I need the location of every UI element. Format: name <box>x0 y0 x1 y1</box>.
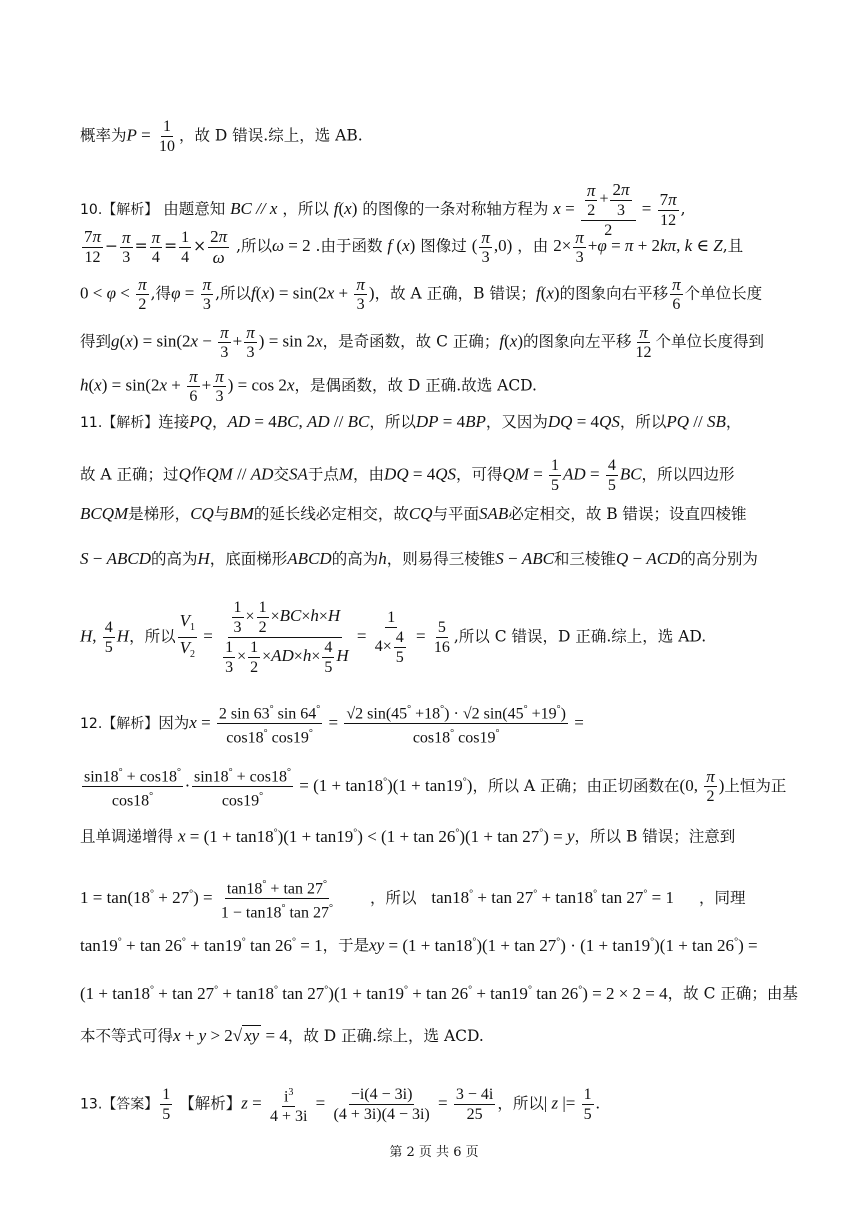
text: ，是奇函数，故 C 正确； <box>322 332 500 351</box>
text: 图像过 <box>420 237 467 255</box>
text: 因为 <box>158 713 190 732</box>
solution-11-line-4: S − ABCD的高为H，底面梯形ABCD的高为h，则易得三棱锥S − ABC和三棱锥Q − ACD的高分别为 <box>80 549 758 568</box>
solution-label: 11.【解析】 <box>80 415 159 431</box>
text: ，所以 <box>129 627 176 646</box>
solution-10-line-4: 得到g(x) = sin(2x − $\frac{\pi}{3}$ + $\frac{\pi}{3}$ ) = sin 2x，是奇函数，故 C 正确；f(x)的图象向左平移 $\frac{\pi}{12}$ 个单位长度得到 <box>80 323 765 361</box>
text: 的高为 <box>331 550 379 568</box>
solution-11-line-2: 故 A 正确；过Q作QM // AD交SA于点M，由DQ = 4QS，可得QM = $\frac{1}{5}$ AD = $\frac{4}{5}$ BC，所以四边形 <box>80 457 735 494</box>
text: 作 <box>190 465 207 484</box>
solution-10-line-1: 10.【解析】 由题意知 BC // x ，所以 f(x) 的图像的一条对称轴方程为 x = $\frac{\pi}{2}$ + $\frac{2\pi}{3}$ 2 = $\frac{7\pi}{12}$ , <box>80 180 686 239</box>
text: 连接 <box>158 413 190 431</box>
text: ，同理 <box>698 888 746 907</box>
solution-12-line-6: (1 + tan18° + tan 27° + tan18° tan 27°)(1 + tan19° + tan 26° + tan19° tan 26°) = 2 × 2 = 4，故 C 正确；由基 <box>80 983 798 1003</box>
text: 个单位长度 <box>684 284 763 303</box>
text: ,所以 <box>215 284 252 303</box>
solution-9-tail: 概率为P = $\frac{1}{10}$ ，故 D 错误.综上，选 AB. <box>80 118 363 155</box>
solution-label: 12.【解析】 <box>80 715 159 732</box>
text: 的图象向右平移 <box>559 284 669 303</box>
solution-11-line-5: H, $\frac{4}{5}$ H，所以 $\frac{V_1}{V_2}$ = $\frac{1}{3}$ × $\frac{1}{2}$ ×BC×h×H $\frac{1}{3}$ × $\frac{1}{2}$ ×AD×h× $\frac{4}{5}$ H = 1 4× $\frac{4}{5}$ = $\frac{5}{16}$ ,所以 C 错误，D 正确.综上，选 AD. <box>80 599 707 676</box>
text: ， <box>725 413 742 431</box>
text: 的图象向左平移 <box>523 332 632 351</box>
text: ，可得 <box>455 465 503 484</box>
text: ，底面梯形 <box>209 550 288 568</box>
text: ，则易得三棱锥 <box>386 550 496 568</box>
solution-12-line-3: 且单调递增得 x = (1 + tan18°)(1 + tan19°) < (1 + tan 26°)(1 + tan 27°) = y，所以 B 错误；注意到 <box>80 826 736 846</box>
text: 交 <box>273 465 289 484</box>
solution-13-line-1: 13.【答案】 $\frac{1}{5}$ 【解析】z = $\frac{i^3}{4 + 3i}$ = $\frac{-i(4 - 3i)}{(4 + 3i)(4 - 3i)}$ = $\frac{3 - 4i}{25}$ ，所以| z |= $\frac{1}{5}$ . <box>80 1083 792 1126</box>
text: ，所以 <box>369 888 417 907</box>
text: 的高为 <box>150 550 198 568</box>
text: ,得 <box>150 284 172 303</box>
text: 的延长线必定相交，故 <box>253 505 409 523</box>
solution-12-line-2: $\frac{\sin 18^\circ + \cos 18^\circ}{\cos 18^\circ}$ · $\frac{\sin 18^\circ + \cos 18^\circ}{\cos 19^\circ}$ = (1 + tan18°)(1 + tan19°)，所以 A 正确；由正切函数在(0, $\frac{\pi}{2}$ )上恒为正 <box>80 763 792 811</box>
text: ，故 D 错误.综上，选 AB. <box>179 126 363 145</box>
text: 概率为 <box>80 126 127 145</box>
text: ，所以 A 正确；由正切函数在 <box>472 776 680 795</box>
text: ，所以 B 错误；注意到 <box>574 827 736 846</box>
text: ，是偶函数，故 D 正确.故选 ACD. <box>294 376 537 395</box>
solution-12-line-1: 12.【解析】因为x = $\frac{2 \sin 63^\circ \sin 64^\circ}{\cos 18^\circ \cos 19^\circ}$ = $\frac{√2 \sin(45^\circ +18^\circ) \cdot √2 \sin(45^\circ +19^\circ)}{\cos 18^\circ \cos 19^\circ}$ = <box>80 700 792 748</box>
text: ,所以 <box>236 237 272 255</box>
text: ，所以 <box>619 413 667 431</box>
solution-11-line-3: BCQM是梯形，CQ与BM的延长线必定相交，故CQ与平面SAB必定相交，故 B 错误；设直四棱锥 <box>80 504 747 523</box>
text: 是梯形， <box>128 505 191 523</box>
text: ，由 <box>353 465 385 484</box>
text: ,且 <box>722 237 744 255</box>
text: 故 A 正确；过 <box>80 465 179 484</box>
text: ,所以 C 错误，D 正确.综上，选 AD. <box>453 627 707 646</box>
solution-12-line-5: tan19° + tan 26° + tan19° tan 26° = 1，于是xy = (1 + tan18°)(1 + tan 27°) · (1 + tan19°)(1 + tan 26°) = <box>80 935 758 955</box>
text: ，于是 <box>322 936 370 955</box>
answer-label: 13.【答案】 <box>80 1096 159 1113</box>
solution-12-line-7: 本不等式可得x + y > 2√ xy = 4，故 D 正确.综上，选 ACD. <box>80 1026 484 1045</box>
solution-label: 【解析】 <box>179 1094 242 1113</box>
solution-label: 10.【解析】 <box>80 202 159 218</box>
text: ，故 A 正确，B 错误； <box>374 284 536 303</box>
text: 的高分别为 <box>680 550 758 568</box>
solution-10-line-3: 0 < φ < $\frac{\pi}{2}$ ,得φ = $\frac{\pi}{3}$ ,所以f(x) = sin(2x + $\frac{\pi}{3}$ )，故 A 正确，B 错误；f(x)的图象向右平移 $\frac{\pi}{6}$ 个单位长度 <box>80 275 763 313</box>
text: 由题意知 <box>163 200 226 218</box>
solution-12-line-4: 1 = tan(18° + 27°) = $\frac{\tan 18^\circ + \tan 27^\circ}{1 - \tan 18^\circ \tan 27^\circ}$ ，所以 tan18° + tan 27° + tan18° tan 27° = 1 ，同理 <box>80 875 792 923</box>
text: ，又因为 <box>485 413 548 431</box>
text: ，所以 <box>497 1094 544 1113</box>
text: 得到 <box>80 332 112 351</box>
text: ，故 C 正确；由基 <box>667 984 798 1003</box>
text: ，由 <box>517 237 549 255</box>
text: ，故 D 正确.综上，选 ACD. <box>287 1027 484 1045</box>
page-footer: 第 2 页 共 6 页 <box>389 1145 479 1160</box>
solution-10-line-5: h(x) = sin(2x + $\frac{\pi}{6}$ + $\frac{\pi}{3}$ ) = cos 2x，是偶函数，故 D 正确.故选 ACD. <box>80 367 537 405</box>
text: ，所以四边形 <box>641 465 735 484</box>
text: ，所以 <box>369 413 416 431</box>
text: 的图像的一条对称轴方程为 <box>362 200 549 218</box>
solution-11-line-1: 11.【解析】连接PQ，AD = 4BC, AD // BC，所以DP = 4BP，又因为DQ = 4QS，所以PQ // SB， <box>80 412 742 431</box>
text: ，所以 <box>282 200 329 218</box>
text: 于点 <box>307 465 339 484</box>
text: 与平面 <box>432 505 480 523</box>
solution-10-line-2: $\frac{7\pi}{12}$ − $\frac{\pi}{3}$ = $\frac{\pi}{4}$ = $\frac{1}{4}$ × $\frac{2\pi}{\omega}$ ,所以ω = 2 .由于函数 f (x) 图像过 ( $\frac{\pi}{3}$ ,0) ，由 2× $\frac{\pi}{3}$ +φ = π + 2kπ, k ∈ Z,且 <box>84 227 744 267</box>
text: 与 <box>213 505 230 523</box>
text: .由于函数 <box>315 237 383 255</box>
text: 上恒为正 <box>724 776 787 795</box>
text: 必定相交，故 B 错误；设直四棱锥 <box>508 505 747 523</box>
text: 且单调递增得 <box>80 827 174 846</box>
text: 和三棱锥 <box>553 550 616 568</box>
text: 个单位长度得到 <box>655 332 765 351</box>
text: 本不等式可得 <box>80 1027 174 1045</box>
